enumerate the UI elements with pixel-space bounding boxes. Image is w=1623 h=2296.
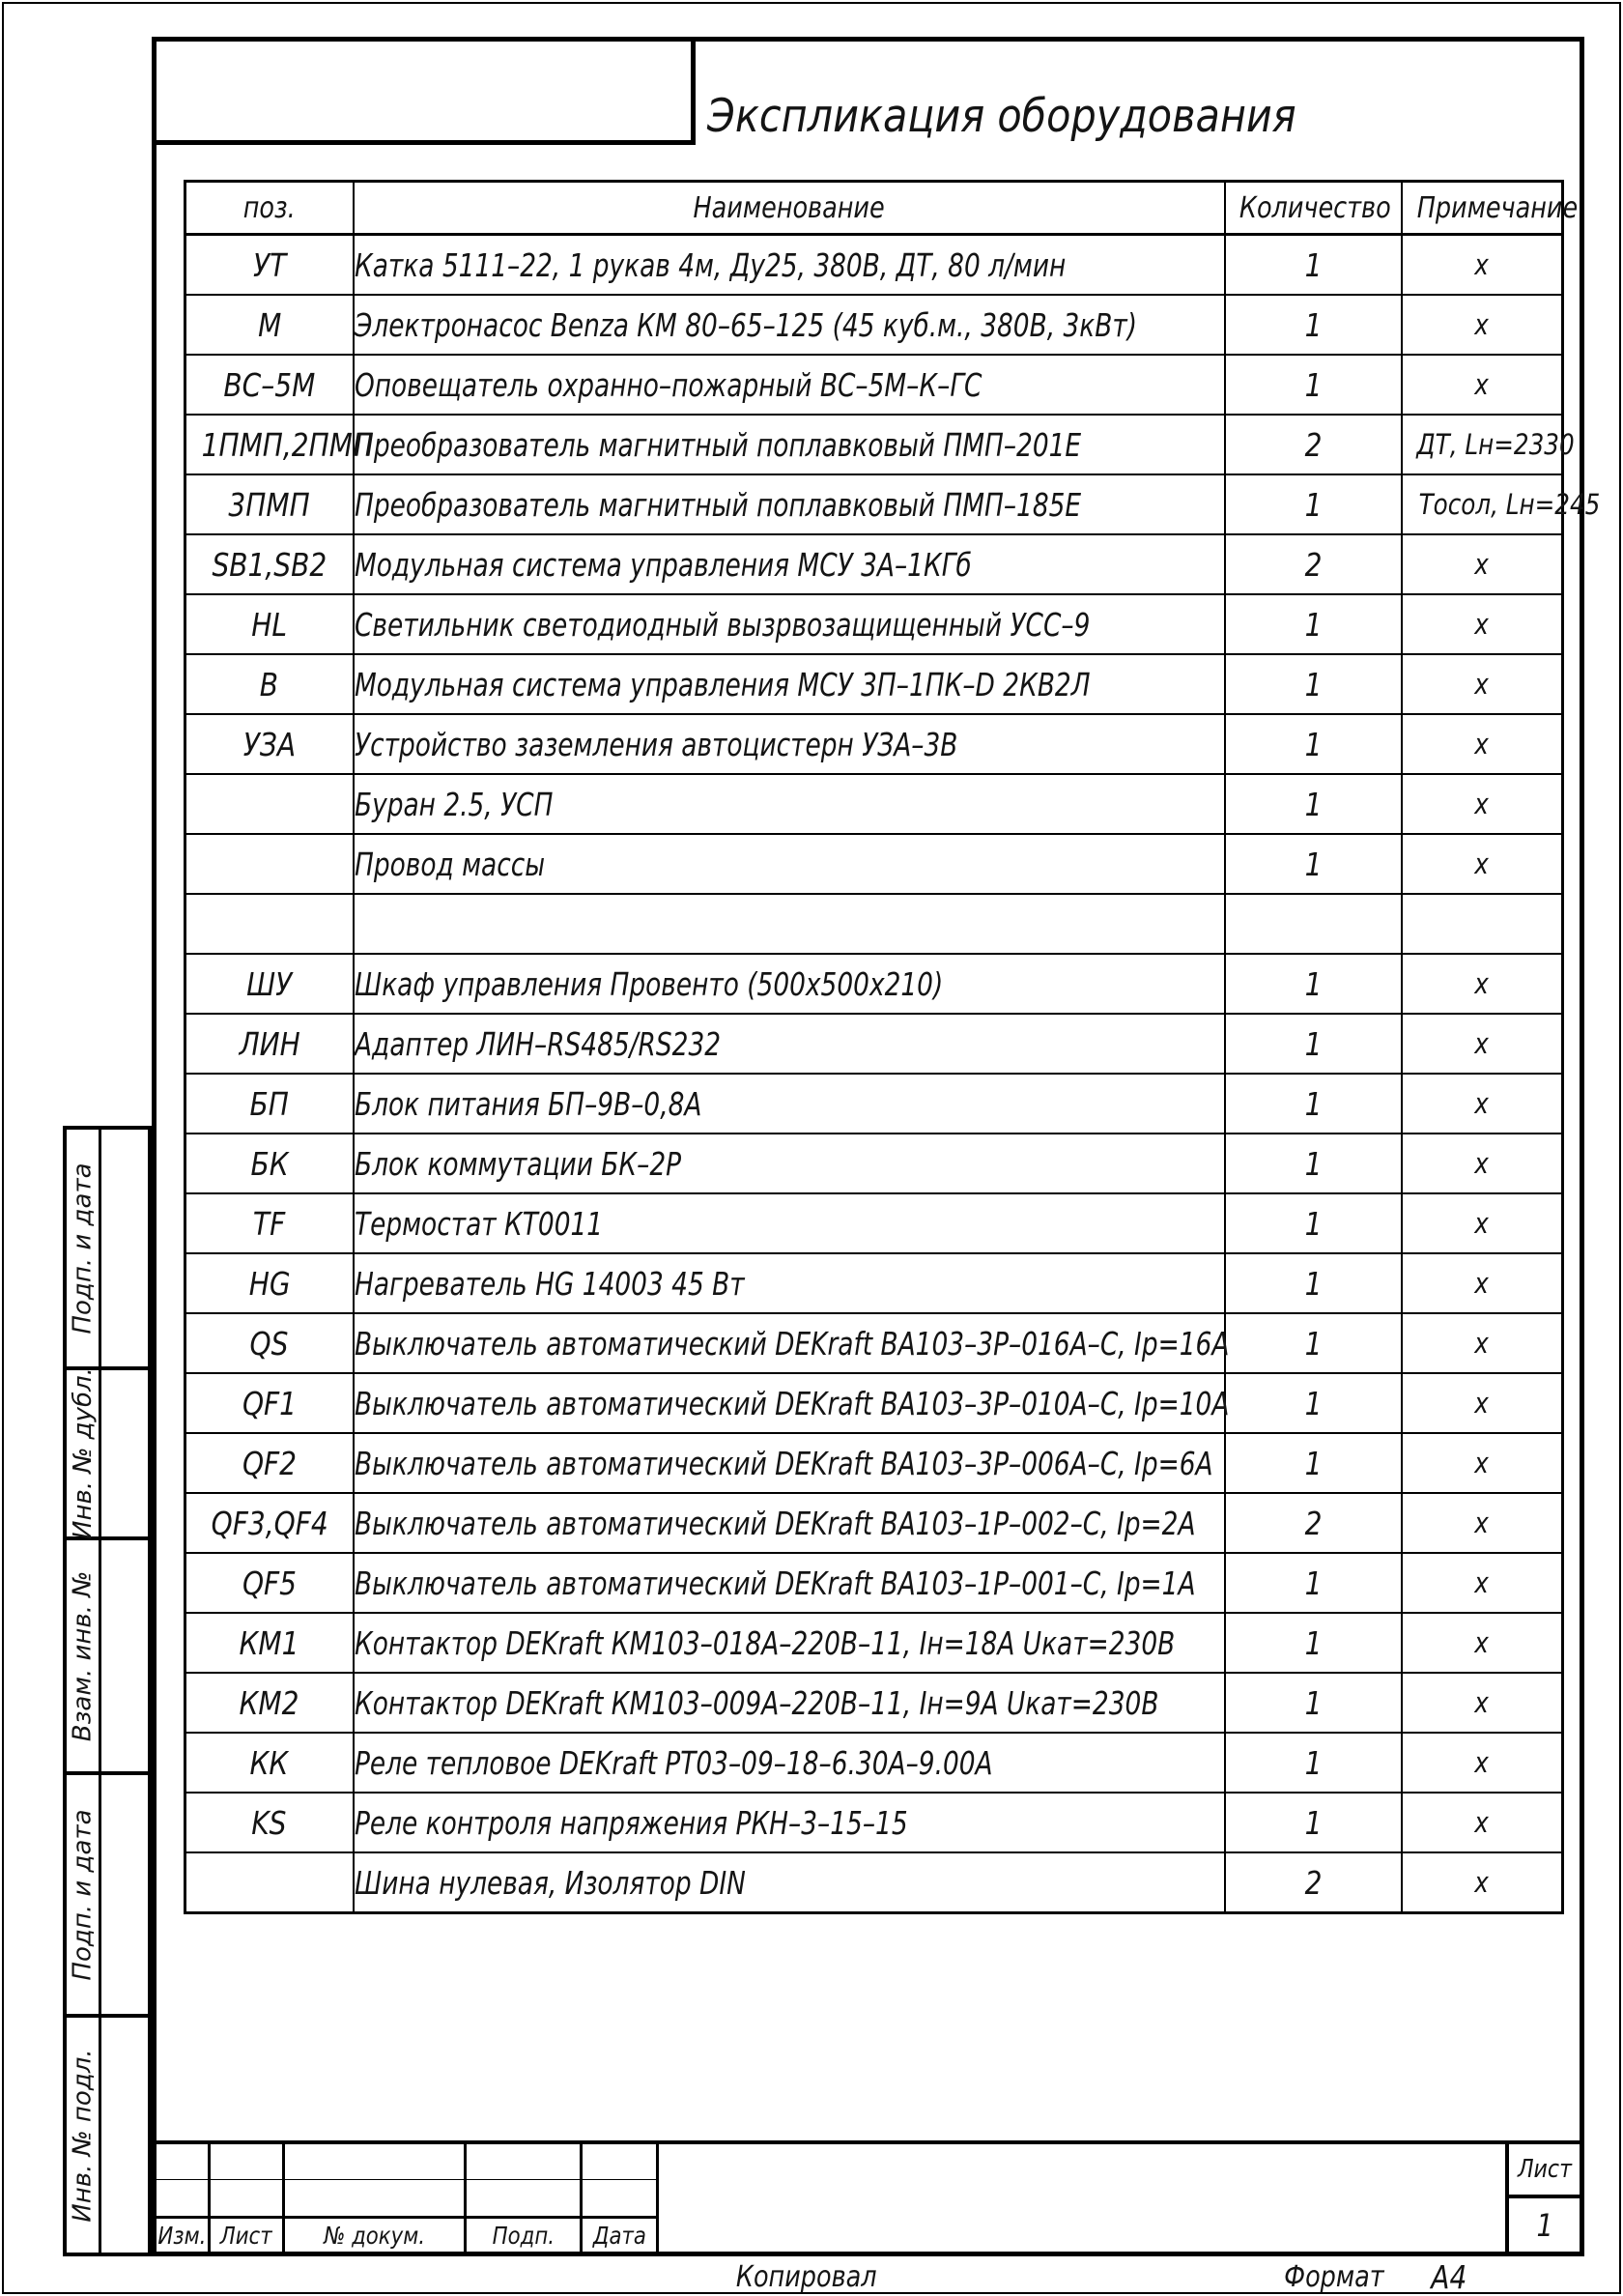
title-block xyxy=(152,2140,1584,2256)
stamp-blank-cell xyxy=(101,2018,148,2253)
stamp-label: Инв. № дубл. xyxy=(68,1367,98,1539)
cell-name: Выключатель автоматический DEKraft ВА103–3Р–006А–С, Iр=6А xyxy=(354,1433,1225,1493)
cell-pos xyxy=(185,1852,354,1913)
cell-name xyxy=(354,894,1225,954)
cell-qty: 1 xyxy=(1225,1733,1402,1793)
cell-pos: БК xyxy=(185,1134,354,1193)
table-row xyxy=(185,1553,1563,1613)
cell-qty: 1 xyxy=(1225,954,1402,1014)
titleblock-line xyxy=(156,2179,656,2180)
cell-pos: QS xyxy=(185,1313,354,1373)
cell-qty: 1 xyxy=(1225,355,1402,415)
cell-name: Буран 2.5, УСП xyxy=(354,774,1225,834)
cell-qty: 1 xyxy=(1225,654,1402,714)
table-row xyxy=(185,1074,1563,1134)
table-row xyxy=(185,235,1563,296)
table-row xyxy=(185,1733,1563,1793)
cell-qty: 1 xyxy=(1225,1373,1402,1433)
cell-pos: QF3,QF4 xyxy=(185,1493,354,1553)
cell-pos xyxy=(185,774,354,834)
cell-note: х xyxy=(1402,1313,1563,1373)
cell-name: Блок питания БП–9В–0,8А xyxy=(354,1074,1225,1134)
cell-pos: БП xyxy=(185,1074,354,1134)
table-row xyxy=(185,295,1563,355)
label-izm: Изм. xyxy=(157,2222,206,2250)
table-row xyxy=(185,1493,1563,1553)
cell-qty: 1 xyxy=(1225,235,1402,296)
cell-pos xyxy=(185,894,354,954)
cell-name: Преобразователь магнитный поплавковый ПМП–185Е xyxy=(354,474,1225,534)
cell-qty: 1 xyxy=(1225,474,1402,534)
spec-table-body xyxy=(185,235,1600,1913)
cell-qty: 1 xyxy=(1225,594,1402,654)
cell-name: Провод массы xyxy=(354,834,1225,894)
stamp-label-cell xyxy=(67,1540,101,1771)
cell-qty: 1 xyxy=(1225,1553,1402,1613)
cell-note: х xyxy=(1402,1613,1563,1673)
cell-name: Выключатель автоматический DEKraft ВА103–1Р–001–С, Iр=1А xyxy=(354,1553,1225,1613)
label-podp: Подп. xyxy=(492,2222,555,2250)
table-row xyxy=(185,355,1563,415)
table-row xyxy=(185,1433,1563,1493)
cell-name: Выключатель автоматический DEKraft ВА103–3Р–010А–С, Iр=10А xyxy=(354,1373,1225,1433)
titleblock-line xyxy=(656,2144,659,2253)
cell-name: Нагреватель HG 14003 45 Вт xyxy=(354,1253,1225,1313)
cell-pos: КМ2 xyxy=(185,1673,354,1733)
stamp-label: Инв. № подл. xyxy=(68,2048,98,2223)
stamp-section-vzam-inv xyxy=(67,1540,148,1775)
table-header-row xyxy=(185,182,1563,235)
stamp-label: Подп. и дата xyxy=(68,1808,98,1981)
cell-pos: SB1,SB2 xyxy=(185,534,354,594)
cell-note: х xyxy=(1402,534,1563,594)
stamp-label-cell xyxy=(67,1775,101,2014)
table-row xyxy=(185,415,1563,474)
equipment-table xyxy=(184,180,1600,1914)
cell-pos: 1ПМП,2ПМП xyxy=(185,415,354,474)
table-row xyxy=(185,1373,1563,1433)
label-data: Дата xyxy=(592,2222,646,2250)
cell-note: х xyxy=(1402,594,1563,654)
stamp-blank-cell xyxy=(101,1540,148,1771)
left-stamp-column xyxy=(63,1126,152,2256)
cell-name: Оповещатель охранно–пожарный ВС–5М–К–ГС xyxy=(354,355,1225,415)
cell-note: х xyxy=(1402,1553,1563,1613)
cell-note: х xyxy=(1402,1373,1563,1433)
cell-note: х xyxy=(1402,295,1563,355)
cell-name: Контактор DEKraft КМ103–018А–220В–11, Iн=18А Uкат=230В xyxy=(354,1613,1225,1673)
cell-note xyxy=(1402,894,1563,954)
table-row xyxy=(185,1134,1563,1193)
cell-name: Термостат КТ0011 xyxy=(354,1193,1225,1253)
label-ndokum: № докум. xyxy=(324,2222,425,2250)
cell-note: х xyxy=(1402,1014,1563,1074)
cell-note: х xyxy=(1402,1193,1563,1253)
copied-label: Копировал xyxy=(736,2260,877,2294)
cell-qty: 1 xyxy=(1225,1793,1402,1852)
cell-qty: 2 xyxy=(1225,1493,1402,1553)
stamp-section-podp-data-2 xyxy=(67,1775,148,2018)
cell-qty: 1 xyxy=(1225,1253,1402,1313)
table-row xyxy=(185,1253,1563,1313)
header-note: Примечание xyxy=(1402,182,1563,235)
table-row xyxy=(185,474,1563,534)
cell-name: Адаптер ЛИН–RS485/RS232 xyxy=(354,1014,1225,1074)
cell-qty: 2 xyxy=(1225,534,1402,594)
cell-note: х xyxy=(1402,1793,1563,1852)
table-row xyxy=(185,534,1563,594)
cell-note: х xyxy=(1402,1493,1563,1553)
cell-note: х xyxy=(1402,954,1563,1014)
page-title-text: Экспликация оборудования xyxy=(707,90,1296,143)
cell-name: Шина нулевая, Изолятор DIN xyxy=(354,1852,1225,1913)
stamp-label-cell xyxy=(67,1130,101,1366)
stamp-blank-cell xyxy=(101,1775,148,2014)
cell-name: Реле тепловое DEKraft РТ03–09–18–6.30А–9.00А xyxy=(354,1733,1225,1793)
cell-note: х xyxy=(1402,1134,1563,1193)
cell-note: х xyxy=(1402,1433,1563,1493)
cell-pos: KS xyxy=(185,1793,354,1852)
cell-name: Устройство заземления автоцистерн УЗА–3В xyxy=(354,714,1225,774)
stamp-label-cell xyxy=(67,1367,101,1539)
cell-qty: 1 xyxy=(1225,1613,1402,1673)
table-row xyxy=(185,954,1563,1014)
cell-name: Выключатель автоматический DEKraft ВА103–3Р–016А–С, Iр=16А xyxy=(354,1313,1225,1373)
stamp-section-inv-dubl xyxy=(67,1367,148,1540)
cell-pos: УЗА xyxy=(185,714,354,774)
cell-pos: TF xyxy=(185,1193,354,1253)
cell-name: Реле контроля напряжения РКН–3–15–15 xyxy=(354,1793,1225,1852)
label-list: Лист xyxy=(220,2222,272,2250)
cell-qty: 1 xyxy=(1225,1433,1402,1493)
cell-note: х xyxy=(1402,654,1563,714)
cell-qty: 1 xyxy=(1225,1014,1402,1074)
table-row xyxy=(185,1313,1563,1373)
cell-qty: 1 xyxy=(1225,1134,1402,1193)
cell-pos: ШУ xyxy=(185,954,354,1014)
cell-note: х xyxy=(1402,714,1563,774)
cell-note: х xyxy=(1402,1074,1563,1134)
cell-qty: 1 xyxy=(1225,1193,1402,1253)
cell-qty xyxy=(1225,894,1402,954)
cell-name: Выключатель автоматический DEKraft ВА103–1Р–002–С, Iр=2А xyxy=(354,1493,1225,1553)
table-row xyxy=(185,1613,1563,1673)
table-row xyxy=(185,1793,1563,1852)
cell-note: х xyxy=(1402,1733,1563,1793)
cell-name: Блок коммутации БК–2Р xyxy=(354,1134,1225,1193)
cell-qty: 2 xyxy=(1225,1852,1402,1913)
table-row xyxy=(185,1014,1563,1074)
stamp-blank-cell xyxy=(101,1370,148,1536)
cell-qty: 1 xyxy=(1225,774,1402,834)
stamp-blank-cell xyxy=(101,1130,148,1366)
cell-note: х xyxy=(1402,774,1563,834)
cell-note: х xyxy=(1402,235,1563,296)
table-row xyxy=(185,774,1563,834)
cell-pos: В xyxy=(185,654,354,714)
cell-name: Модульная система управления МСУ 3П–1ПК–D 2КВ2Л xyxy=(354,654,1225,714)
table-row xyxy=(185,1852,1563,1913)
cell-pos: М xyxy=(185,295,354,355)
cell-note: ДТ, Lн=2330 xyxy=(1402,415,1563,474)
cell-name: Катка 5111–22, 1 рукав 4м, Ду25, 380В, ДТ, 80 л/мин xyxy=(354,235,1225,296)
cell-qty: 1 xyxy=(1225,1313,1402,1373)
cell-qty: 1 xyxy=(1225,1673,1402,1733)
cell-pos: ВС–5М xyxy=(185,355,354,415)
cell-qty: 1 xyxy=(1225,714,1402,774)
cell-note: х xyxy=(1402,355,1563,415)
cell-name: Шкаф управления Провенто (500х500х210) xyxy=(354,954,1225,1014)
table-row xyxy=(185,594,1563,654)
stamp-label-cell xyxy=(67,2018,101,2253)
cell-qty: 1 xyxy=(1225,834,1402,894)
cell-pos: КК xyxy=(185,1733,354,1793)
stamp-section-inv-podl xyxy=(67,2018,148,2253)
sheet-number: 1 xyxy=(1536,2207,1553,2244)
sheet-label: Лист xyxy=(1517,2155,1572,2184)
cell-pos xyxy=(185,834,354,894)
cell-name: Электронасос Benza КМ 80–65–125 (45 куб.м., 380В, 3кВт) xyxy=(354,295,1225,355)
table-row xyxy=(185,894,1563,954)
cell-pos: HG xyxy=(185,1253,354,1313)
table-row xyxy=(185,714,1563,774)
cell-qty: 2 xyxy=(1225,415,1402,474)
cell-name: Модульная система управления МСУ 3А–1КГб xyxy=(354,534,1225,594)
stamp-label: Подп. и дата xyxy=(68,1162,98,1335)
cell-pos: ЛИН xyxy=(185,1014,354,1074)
cell-note: х xyxy=(1402,1673,1563,1733)
table-row xyxy=(185,1193,1563,1253)
cell-pos: КМ1 xyxy=(185,1613,354,1673)
cell-note: х xyxy=(1402,1852,1563,1913)
header-pos: поз. xyxy=(185,182,354,235)
cell-name: Контактор DEKraft КМ103–009А–220В–11, Iн=9А Uкат=230В xyxy=(354,1673,1225,1733)
cell-pos: QF2 xyxy=(185,1433,354,1493)
cell-note: х xyxy=(1402,834,1563,894)
page-title xyxy=(707,89,1296,145)
stamp-label: Взам. инв. № xyxy=(68,1570,98,1741)
cell-qty: 1 xyxy=(1225,295,1402,355)
cell-pos: QF5 xyxy=(185,1553,354,1613)
corner-stamp-box xyxy=(152,37,696,145)
header-name: Наименование xyxy=(354,182,1225,235)
cell-name: Преобразователь магнитный поплавковый ПМП–201Е xyxy=(354,415,1225,474)
table-row xyxy=(185,834,1563,894)
stamp-section-podp-data-1 xyxy=(67,1130,148,1370)
format-label: Формат xyxy=(1284,2260,1384,2294)
cell-name: Светильник светодиодный вызрвозащищенный УСС–9 xyxy=(354,594,1225,654)
table-row xyxy=(185,1673,1563,1733)
header-qty: Количество xyxy=(1225,182,1402,235)
cell-note: х xyxy=(1402,1253,1563,1313)
table-row xyxy=(185,654,1563,714)
cell-pos: QF1 xyxy=(185,1373,354,1433)
cell-pos: УТ xyxy=(185,235,354,296)
cell-qty: 1 xyxy=(1225,1074,1402,1134)
cell-pos: 3ПМП xyxy=(185,474,354,534)
cell-note: Тосол, Lн=245 xyxy=(1402,474,1563,534)
format-value: А4 xyxy=(1431,2258,1467,2296)
cell-pos: HL xyxy=(185,594,354,654)
